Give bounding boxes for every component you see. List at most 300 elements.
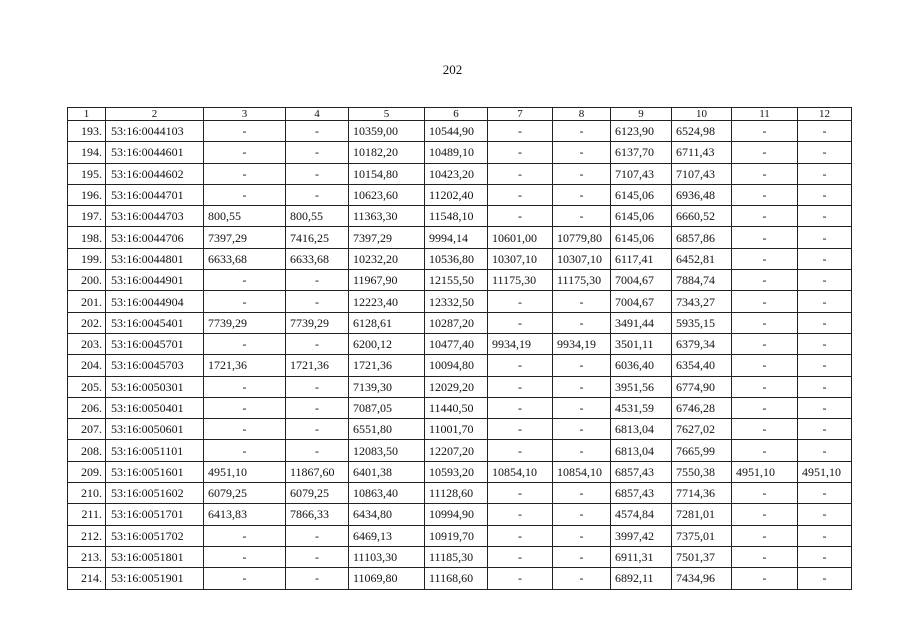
table-row [68, 504, 852, 525]
table-cell: 6137,70 [611, 142, 672, 163]
table-cell: - [553, 184, 611, 205]
table-row [68, 291, 852, 312]
table-cell: - [488, 312, 553, 333]
table-cell: - [732, 525, 798, 546]
table-cell: 53:16:0051601 [106, 461, 204, 482]
table-cell: - [553, 312, 611, 333]
table-cell: 800,55 [204, 206, 286, 227]
table-cell: 206. [68, 397, 106, 418]
table-cell: 7107,43 [672, 163, 732, 184]
table-cell: - [732, 312, 798, 333]
table-cell: 10601,00 [488, 227, 553, 248]
table-cell: 193. [68, 121, 106, 142]
table-cell: 10307,10 [553, 248, 611, 269]
table-cell: - [553, 546, 611, 567]
table-cell: 11128,60 [425, 483, 488, 504]
table-cell: 53:16:0044601 [106, 142, 204, 163]
table-cell: - [732, 142, 798, 163]
table-cell: 53:16:0044706 [106, 227, 204, 248]
table-row [68, 483, 852, 504]
table-cell: 9934,19 [553, 333, 611, 354]
table-cell: - [553, 376, 611, 397]
table-cell: 10863,40 [349, 483, 425, 504]
table-cell: - [488, 121, 553, 142]
table-cell: 7281,01 [672, 504, 732, 525]
table-cell: 213. [68, 546, 106, 567]
table-row [68, 227, 852, 248]
table-cell: 53:16:0045701 [106, 333, 204, 354]
table-cell: - [488, 184, 553, 205]
table-cell: 11069,80 [349, 568, 425, 589]
table-cell: 7343,27 [672, 291, 732, 312]
table-row [68, 184, 852, 205]
table-cell: 9934,19 [488, 333, 553, 354]
table-cell: - [553, 206, 611, 227]
table-cell: 53:16:0044801 [106, 248, 204, 269]
table-cell: - [286, 546, 349, 567]
table-cell: 10544,90 [425, 121, 488, 142]
column-header: 4 [286, 108, 349, 121]
table-row [68, 397, 852, 418]
table-cell: 7714,36 [672, 483, 732, 504]
table-row [68, 163, 852, 184]
table-row [68, 333, 852, 354]
table-cell: - [798, 184, 852, 205]
table-cell: 10477,40 [425, 333, 488, 354]
table-cell: 6660,52 [672, 206, 732, 227]
table-cell: - [286, 440, 349, 461]
table-cell: 6524,98 [672, 121, 732, 142]
table-cell: 7139,30 [349, 376, 425, 397]
table-cell: 7739,29 [204, 312, 286, 333]
table-cell: 10287,20 [425, 312, 488, 333]
table-cell: 10536,80 [425, 248, 488, 269]
table-cell: - [204, 440, 286, 461]
column-header: 7 [488, 108, 553, 121]
table-row [68, 376, 852, 397]
table-cell: 3951,56 [611, 376, 672, 397]
table-cell: 11202,40 [425, 184, 488, 205]
table-cell: - [204, 184, 286, 205]
table-row [68, 440, 852, 461]
table-cell: - [204, 397, 286, 418]
column-header: 2 [106, 108, 204, 121]
table-cell: 195. [68, 163, 106, 184]
table-cell: - [204, 333, 286, 354]
table-cell: 7884,74 [672, 270, 732, 291]
table-row [68, 546, 852, 567]
table-cell: - [732, 206, 798, 227]
table-cell: - [286, 184, 349, 205]
table-cell: - [732, 397, 798, 418]
column-header: 10 [672, 108, 732, 121]
table-body [68, 121, 852, 590]
table-cell: - [553, 568, 611, 589]
table-cell: 205. [68, 376, 106, 397]
table-cell: 7107,43 [611, 163, 672, 184]
table-cell: - [732, 291, 798, 312]
table-cell: - [488, 440, 553, 461]
table-header [68, 108, 852, 121]
table-cell: 7416,25 [286, 227, 349, 248]
table-cell: 10359,00 [349, 121, 425, 142]
table-cell: - [488, 419, 553, 440]
table-cell: 6892,11 [611, 568, 672, 589]
table-cell: - [732, 270, 798, 291]
table-cell: - [488, 142, 553, 163]
table-cell: 6401,38 [349, 461, 425, 482]
table-cell: - [732, 227, 798, 248]
table-cell: - [798, 270, 852, 291]
table-cell: - [732, 355, 798, 376]
table-cell: 209. [68, 461, 106, 482]
table-cell: 11175,30 [553, 270, 611, 291]
table-cell: 6145,06 [611, 227, 672, 248]
table-cell: - [286, 291, 349, 312]
table-cell: 211. [68, 504, 106, 525]
table-cell: - [553, 121, 611, 142]
column-header: 3 [204, 108, 286, 121]
table-cell: 197. [68, 206, 106, 227]
table-cell: 11168,60 [425, 568, 488, 589]
table-cell: 53:16:0044103 [106, 121, 204, 142]
table-cell: 11363,30 [349, 206, 425, 227]
table-cell: - [798, 163, 852, 184]
table-cell: - [732, 248, 798, 269]
table-cell: 203. [68, 333, 106, 354]
column-header: 5 [349, 108, 425, 121]
table-cell: - [204, 376, 286, 397]
table-cell: 7004,67 [611, 270, 672, 291]
page-number: 202 [442, 62, 463, 77]
table-cell: 11103,30 [349, 546, 425, 567]
table-cell: - [798, 525, 852, 546]
table-cell: - [798, 142, 852, 163]
table-cell: - [798, 121, 852, 142]
table-cell: 194. [68, 142, 106, 163]
table-cell: 10489,10 [425, 142, 488, 163]
table-cell: 53:16:0044701 [106, 184, 204, 205]
table-cell: - [488, 483, 553, 504]
table-cell: - [732, 504, 798, 525]
table-cell: - [798, 568, 852, 589]
table-cell: - [798, 312, 852, 333]
table-cell: 10154,80 [349, 163, 425, 184]
table-cell: - [553, 397, 611, 418]
table-cell: 10423,20 [425, 163, 488, 184]
table-cell: - [488, 397, 553, 418]
table-cell: - [732, 546, 798, 567]
table-cell: 214. [68, 568, 106, 589]
table-cell: 1721,36 [349, 355, 425, 376]
table-cell: 6145,06 [611, 184, 672, 205]
table-cell: 7397,29 [349, 227, 425, 248]
table-cell: 53:16:0044703 [106, 206, 204, 227]
table-cell: 53:16:0045703 [106, 355, 204, 376]
table-cell: - [204, 163, 286, 184]
column-header: 11 [732, 108, 798, 121]
table-row [68, 142, 852, 163]
table-cell: 1721,36 [204, 355, 286, 376]
table-cell: 7739,29 [286, 312, 349, 333]
table-cell: - [732, 440, 798, 461]
table-cell: - [286, 121, 349, 142]
table-cell: 10182,20 [349, 142, 425, 163]
table-cell: 6379,34 [672, 333, 732, 354]
table-cell: 7375,01 [672, 525, 732, 546]
table-cell: - [798, 546, 852, 567]
table-cell: - [553, 504, 611, 525]
table-cell: 204. [68, 355, 106, 376]
table-cell: 11001,70 [425, 419, 488, 440]
table-cell: - [732, 121, 798, 142]
table-cell: - [798, 227, 852, 248]
table-cell: 3491,44 [611, 312, 672, 333]
table-cell: - [488, 568, 553, 589]
table-cell: - [488, 546, 553, 567]
table-cell: 10854,10 [488, 461, 553, 482]
table-cell: - [286, 333, 349, 354]
table-cell: 7866,33 [286, 504, 349, 525]
table-row [68, 461, 852, 482]
table-cell: - [732, 163, 798, 184]
table-cell: 11175,30 [488, 270, 553, 291]
table-cell: - [204, 270, 286, 291]
table-cell: - [204, 121, 286, 142]
table-cell: 202. [68, 312, 106, 333]
table-cell: 53:16:0051602 [106, 483, 204, 504]
table-cell: 12155,50 [425, 270, 488, 291]
table-cell: 210. [68, 483, 106, 504]
table-cell: 10994,90 [425, 504, 488, 525]
table-cell: - [798, 397, 852, 418]
table-cell: 6551,80 [349, 419, 425, 440]
table-cell: 196. [68, 184, 106, 205]
table-cell: 6354,40 [672, 355, 732, 376]
table-cell: - [204, 525, 286, 546]
table-cell: 10232,20 [349, 248, 425, 269]
table-cell: 4951,10 [204, 461, 286, 482]
table-cell: 6857,43 [611, 461, 672, 482]
table-cell: 6123,90 [611, 121, 672, 142]
table-cell: - [488, 504, 553, 525]
table-cell: 12223,40 [349, 291, 425, 312]
table-cell: 6413,83 [204, 504, 286, 525]
table-row [68, 568, 852, 589]
table-cell: - [798, 483, 852, 504]
table-cell: 7501,37 [672, 546, 732, 567]
table-cell: - [488, 355, 553, 376]
table-cell: - [553, 355, 611, 376]
table-cell: 11185,30 [425, 546, 488, 567]
table-cell: - [798, 355, 852, 376]
table-cell: 207. [68, 419, 106, 440]
header-row [68, 108, 852, 121]
table-cell: - [286, 568, 349, 589]
table-cell: 6145,06 [611, 206, 672, 227]
table-row [68, 121, 852, 142]
table-cell: 10623,60 [349, 184, 425, 205]
table-cell: - [798, 206, 852, 227]
table-cell: 53:16:0050601 [106, 419, 204, 440]
table-cell: 7550,38 [672, 461, 732, 482]
table-cell: 11440,50 [425, 397, 488, 418]
table-cell: - [488, 206, 553, 227]
table-cell: 10854,10 [553, 461, 611, 482]
table-cell: 6434,80 [349, 504, 425, 525]
table-cell: 6813,04 [611, 419, 672, 440]
table-cell: - [553, 419, 611, 440]
table-cell: 12029,20 [425, 376, 488, 397]
table-cell: - [488, 525, 553, 546]
table-cell: 7434,96 [672, 568, 732, 589]
data-table [67, 107, 852, 590]
table-cell: 5935,15 [672, 312, 732, 333]
table-cell: 3501,11 [611, 333, 672, 354]
table-cell: - [204, 142, 286, 163]
table-cell: 10593,20 [425, 461, 488, 482]
table-row [68, 248, 852, 269]
table-cell: 6857,86 [672, 227, 732, 248]
table-cell: 10094,80 [425, 355, 488, 376]
table-cell: - [286, 376, 349, 397]
table-cell: 6857,43 [611, 483, 672, 504]
table-row [68, 312, 852, 333]
table-cell: 53:16:0051101 [106, 440, 204, 461]
table-cell: 6128,61 [349, 312, 425, 333]
table-row [68, 206, 852, 227]
table-cell: - [732, 568, 798, 589]
table-cell: 10779,80 [553, 227, 611, 248]
table-cell: 11548,10 [425, 206, 488, 227]
table-cell: 53:16:0051901 [106, 568, 204, 589]
table-cell: 212. [68, 525, 106, 546]
table-cell: 7627,02 [672, 419, 732, 440]
table-row [68, 419, 852, 440]
table-cell: - [204, 419, 286, 440]
table-cell: 6774,90 [672, 376, 732, 397]
table-cell: - [732, 376, 798, 397]
table-cell: 7665,99 [672, 440, 732, 461]
table-cell: - [286, 270, 349, 291]
table-cell: 53:16:0045401 [106, 312, 204, 333]
column-header: 1 [68, 108, 106, 121]
table-cell: 6936,48 [672, 184, 732, 205]
table-cell: 201. [68, 291, 106, 312]
column-header: 12 [798, 108, 852, 121]
table-cell: 53:16:0044602 [106, 163, 204, 184]
table-cell: 6711,43 [672, 142, 732, 163]
table-cell: 6813,04 [611, 440, 672, 461]
table-cell: - [798, 376, 852, 397]
table-cell: - [204, 546, 286, 567]
table-cell: - [553, 483, 611, 504]
table-cell: - [732, 333, 798, 354]
table-cell: - [732, 483, 798, 504]
table-cell: 199. [68, 248, 106, 269]
table-cell: 6452,81 [672, 248, 732, 269]
table-cell: - [798, 333, 852, 354]
table-cell: 53:16:0050401 [106, 397, 204, 418]
table-cell: 6079,25 [204, 483, 286, 504]
table-cell: - [286, 142, 349, 163]
table-cell: 208. [68, 440, 106, 461]
table-cell: 10919,70 [425, 525, 488, 546]
table-cell: 11967,90 [349, 270, 425, 291]
table-cell: - [798, 440, 852, 461]
table-cell: - [732, 419, 798, 440]
table-cell: - [798, 291, 852, 312]
table-cell: 6911,31 [611, 546, 672, 567]
table-cell: - [286, 525, 349, 546]
table-cell: 53:16:0050301 [106, 376, 204, 397]
table-cell: - [553, 142, 611, 163]
column-header: 8 [553, 108, 611, 121]
table-cell: - [286, 419, 349, 440]
table-cell: 53:16:0051701 [106, 504, 204, 525]
table-cell: 53:16:0044904 [106, 291, 204, 312]
table-cell: - [488, 163, 553, 184]
table-cell: 198. [68, 227, 106, 248]
table-cell: 10307,10 [488, 248, 553, 269]
table-row [68, 270, 852, 291]
table-cell: 7397,29 [204, 227, 286, 248]
table-cell: - [204, 568, 286, 589]
table-cell: 6079,25 [286, 483, 349, 504]
column-header: 6 [425, 108, 488, 121]
table-cell: 6469,13 [349, 525, 425, 546]
table-cell: - [798, 419, 852, 440]
table-cell: 9994,14 [425, 227, 488, 248]
table-cell: - [553, 440, 611, 461]
table-cell: 6200,12 [349, 333, 425, 354]
table-cell: - [204, 291, 286, 312]
table-cell: 11867,60 [286, 461, 349, 482]
table-cell: 800,55 [286, 206, 349, 227]
table-cell: 12332,50 [425, 291, 488, 312]
table-cell: - [553, 163, 611, 184]
column-header: 9 [611, 108, 672, 121]
table-cell: - [798, 504, 852, 525]
table-cell: 53:16:0051702 [106, 525, 204, 546]
table-cell: 4951,10 [732, 461, 798, 482]
table-cell: 6633,68 [286, 248, 349, 269]
table-cell: 6036,40 [611, 355, 672, 376]
table-cell: 7004,67 [611, 291, 672, 312]
table-cell: 12207,20 [425, 440, 488, 461]
table-cell: - [488, 291, 553, 312]
table-cell: - [732, 184, 798, 205]
table-cell: 7087,05 [349, 397, 425, 418]
table-cell: - [286, 163, 349, 184]
table-cell: 3997,42 [611, 525, 672, 546]
table-cell: - [286, 397, 349, 418]
table-cell: - [488, 376, 553, 397]
table-cell: 200. [68, 270, 106, 291]
table-cell: 53:16:0051801 [106, 546, 204, 567]
table-row [68, 355, 852, 376]
table-cell: 4574,84 [611, 504, 672, 525]
table-cell: 12083,50 [349, 440, 425, 461]
table-cell: 1721,36 [286, 355, 349, 376]
table-row [68, 525, 852, 546]
table-cell: 53:16:0044901 [106, 270, 204, 291]
table-cell: 6633,68 [204, 248, 286, 269]
table-cell: - [553, 525, 611, 546]
table-cell: - [553, 291, 611, 312]
table-cell: 6746,28 [672, 397, 732, 418]
table-cell: 4531,59 [611, 397, 672, 418]
